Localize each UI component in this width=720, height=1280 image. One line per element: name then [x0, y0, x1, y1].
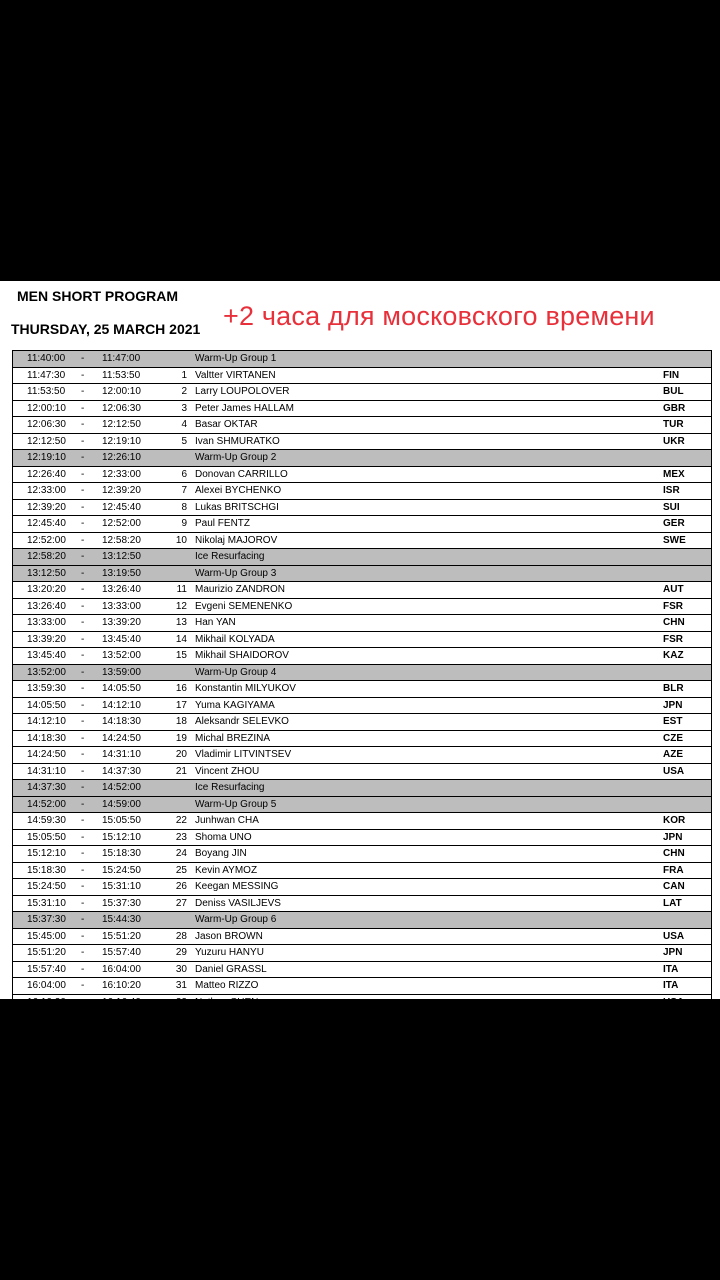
dash: - [81, 881, 85, 892]
time-end: 12:33:00 [102, 468, 141, 480]
time-start: 11:53:50 [27, 386, 66, 397]
start-number: 9 [181, 518, 187, 529]
start-number: 15 [175, 650, 187, 661]
nation-code: JPN [663, 699, 683, 711]
time-start: 12:45:40 [27, 518, 66, 529]
table-row-break [13, 797, 712, 814]
time-start: 13:20:20 [27, 584, 66, 595]
table-row [13, 764, 712, 781]
table-row [13, 533, 712, 550]
time-end: 13:33:00 [102, 600, 141, 612]
skater-name: Konstantin MILYUKOV [195, 683, 296, 694]
time-start: 16:10:20 [27, 996, 66, 1008]
dash: - [81, 435, 85, 447]
nation-code: ISR [663, 485, 680, 496]
start-number: 28 [175, 930, 187, 942]
time-start: 12:39:20 [27, 501, 66, 513]
time-start: 15:51:20 [27, 947, 66, 958]
dash: - [81, 584, 85, 595]
time-end: 13:12:50 [102, 551, 141, 562]
start-number: 29 [175, 947, 187, 958]
start-number: 7 [181, 485, 187, 496]
dash: - [81, 650, 85, 661]
skater-name: Morisi KVITELASHVILI [195, 1013, 298, 1024]
dash: - [81, 501, 85, 513]
dash: - [81, 452, 85, 463]
time-start: 14:05:50 [27, 699, 66, 711]
time-start: 12:19:10 [27, 452, 66, 463]
table-row [13, 698, 712, 715]
time-end: 14:37:30 [102, 765, 141, 777]
skater-name: Basar OKTAR [195, 419, 258, 430]
nation-code: CZE [663, 732, 683, 744]
start-number: 8 [181, 501, 187, 513]
time-start: 12:06:30 [27, 419, 66, 430]
table-row [13, 747, 712, 764]
dash: - [81, 485, 85, 496]
time-start: 12:33:00 [27, 485, 66, 496]
nation-code: CHN [663, 848, 685, 859]
dash: - [81, 980, 85, 991]
time-end: 12:39:20 [102, 485, 141, 496]
nation-code: CAN [663, 881, 685, 892]
start-number: 3 [181, 402, 187, 414]
table-row [13, 648, 712, 665]
time-end: 13:52:00 [102, 650, 141, 661]
nation-code: JPN [663, 947, 683, 958]
time-end: 15:24:50 [102, 864, 141, 876]
time-end: 16:10:20 [102, 980, 141, 991]
dash: - [81, 831, 85, 843]
skater-name: Maurizio ZANDRON [195, 584, 286, 595]
time-start: 13:26:40 [27, 600, 66, 612]
start-number: 31 [175, 980, 187, 991]
nation-code: GEO [663, 1013, 686, 1024]
start-number: 17 [175, 699, 187, 711]
start-number: 22 [175, 815, 187, 826]
skater-name: Daniel GRASSL [195, 963, 267, 975]
time-start: 16:16:40 [27, 1013, 66, 1024]
table-row [13, 582, 712, 599]
start-number: 26 [175, 881, 187, 892]
time-end: 12:00:10 [102, 386, 141, 397]
time-end: 13:59:00 [102, 666, 141, 678]
skater-name: Larry LOUPOLOVER [195, 386, 290, 397]
nation-code: EST [663, 716, 683, 727]
time-start: 15:18:30 [27, 864, 66, 876]
start-number: 5 [181, 435, 187, 447]
table-row [13, 434, 712, 451]
table-row [13, 846, 712, 863]
start-number: 32 [175, 996, 187, 1008]
nation-code: MEX [663, 468, 685, 480]
skater-name: Junhwan CHA [195, 815, 259, 826]
skater-name: Peter James HALLAM [195, 402, 294, 414]
start-number: 24 [175, 848, 187, 859]
start-number: 20 [175, 749, 187, 760]
time-end: 15:51:20 [102, 930, 141, 942]
dash: - [81, 947, 85, 958]
dash: - [81, 617, 85, 628]
nation-code: SWE [663, 534, 686, 546]
skater-name: Han YAN [195, 617, 236, 628]
dash: - [81, 369, 85, 381]
table-row-break [13, 549, 712, 566]
nation-code: BLR [663, 683, 684, 694]
nation-code: GBR [663, 402, 686, 414]
dash: - [81, 666, 85, 678]
dash: - [81, 798, 85, 810]
skater-name: Vladimir LITVINTSEV [195, 749, 292, 760]
table-row-break [13, 351, 712, 368]
table-row [13, 599, 712, 616]
time-start: 14:24:50 [27, 749, 66, 760]
table-row-break [13, 780, 712, 797]
table-row [13, 879, 712, 896]
table-row [13, 615, 712, 632]
time-start: 13:12:50 [27, 567, 66, 579]
nation-code: BUL [663, 386, 684, 397]
nation-code: FIN [663, 369, 680, 381]
time-start: 15:57:40 [27, 963, 66, 975]
start-number: 21 [175, 765, 187, 777]
start-number: 27 [175, 897, 187, 909]
time-start: 15:31:10 [27, 897, 66, 909]
skater-name: Keegan MESSING [195, 881, 279, 892]
table-row [13, 632, 712, 649]
dash: - [81, 386, 85, 397]
nation-code: LAT [663, 897, 682, 909]
nation-code: TUR [663, 419, 684, 430]
start-number: 19 [175, 732, 187, 744]
table-row [13, 863, 712, 880]
time-start: 12:52:00 [27, 534, 66, 546]
time-end: 15:31:10 [102, 881, 141, 892]
schedule-table [12, 350, 712, 1028]
skater-name: Deniss VASILJEVS [195, 897, 281, 909]
time-start: 14:59:30 [27, 815, 66, 826]
start-number: 11 [176, 584, 187, 595]
time-start: 13:52:00 [27, 666, 66, 678]
time-end: 12:06:30 [102, 402, 141, 414]
dash: - [81, 402, 85, 414]
time-end: 11:53:50 [102, 369, 141, 381]
table-row-break [13, 566, 712, 583]
session-label: Ice Resurfacing [195, 551, 265, 562]
table-row [13, 467, 712, 484]
time-end: 15:12:10 [102, 831, 141, 843]
time-start: 14:52:00 [27, 798, 66, 810]
timezone-note: +2 часа для московского времени [223, 301, 655, 331]
table-row [13, 830, 712, 847]
table-row [13, 731, 712, 748]
start-number: 16 [175, 683, 187, 694]
nation-code: FSR [663, 633, 683, 645]
dash: - [81, 749, 85, 760]
time-end: 12:12:50 [102, 419, 141, 430]
skater-name: Michal BREZINA [195, 732, 271, 744]
time-end: 14:59:00 [102, 798, 141, 810]
nation-code: ITA [663, 963, 679, 975]
table-row [13, 384, 712, 401]
start-number: 10 [175, 534, 187, 546]
dash: - [81, 1013, 85, 1024]
dash: - [81, 419, 85, 430]
session-label: Warm-Up Group 5 [195, 798, 277, 810]
schedule-document [0, 281, 720, 1024]
time-start: 15:12:10 [27, 848, 66, 859]
nation-code: KAZ [663, 650, 684, 661]
nation-code: FSR [663, 600, 683, 612]
time-end: 16:23:00 [102, 1013, 141, 1024]
nation-code: USA [663, 930, 685, 942]
table-row-break [13, 665, 712, 682]
table-row-break [13, 912, 712, 929]
dash: - [81, 864, 85, 876]
nation-code: SUI [663, 501, 680, 513]
dash: - [81, 963, 85, 975]
time-start: 14:31:10 [27, 765, 66, 777]
skater-name: Vincent ZHOU [195, 765, 260, 777]
dash: - [81, 353, 85, 364]
skater-name: Jason BROWN [195, 930, 263, 942]
nation-code: USA [663, 765, 685, 777]
time-start: 15:45:00 [27, 930, 66, 942]
time-start: 14:18:30 [27, 732, 66, 744]
nation-code: FRA [663, 864, 684, 876]
dash: - [81, 930, 85, 942]
document-title: MEN SHORT PROGRAM [17, 288, 178, 304]
skater-name: Nikolaj MAJOROV [195, 534, 278, 546]
time-end: 15:37:30 [102, 897, 141, 909]
skater-name: Yuzuru HANYU [195, 947, 264, 958]
table-row-break [13, 450, 712, 467]
skater-name: Shoma UNO [195, 831, 252, 843]
skater-name: Kevin AYMOZ [195, 864, 258, 876]
skater-name: Valtter VIRTANEN [195, 369, 276, 381]
table-row [13, 483, 712, 500]
time-start: 14:12:10 [27, 716, 66, 727]
time-end: 15:05:50 [102, 815, 141, 826]
dash: - [81, 468, 85, 480]
table-row [13, 417, 712, 434]
skater-name: Evgeni SEMENENKO [195, 600, 293, 612]
table-row [13, 995, 712, 1012]
time-start: 14:37:30 [27, 782, 66, 793]
time-end: 12:19:10 [102, 435, 141, 447]
start-number: 6 [181, 468, 187, 480]
start-number: 25 [175, 864, 187, 876]
dash: - [81, 765, 85, 777]
time-end: 13:45:40 [102, 633, 141, 645]
time-end: 12:45:40 [102, 501, 141, 513]
time-start: 15:37:30 [27, 914, 66, 925]
start-number: 14 [175, 633, 187, 645]
start-number: 2 [181, 386, 187, 397]
time-end: 16:16:40 [102, 996, 141, 1008]
dash: - [81, 600, 85, 612]
time-end: 13:39:20 [102, 617, 141, 628]
time-end: 14:24:50 [102, 732, 141, 744]
table-row [13, 896, 712, 913]
table-row [13, 368, 712, 385]
dash: - [81, 518, 85, 529]
time-end: 15:44:30 [102, 914, 141, 925]
nation-code: JPN [663, 831, 683, 843]
session-label: Warm-Up Group 1 [195, 353, 277, 364]
time-end: 14:52:00 [102, 782, 141, 793]
skater-name: Alexei BYCHENKO [195, 485, 282, 496]
table-row [13, 516, 712, 533]
session-label: Warm-Up Group 3 [195, 567, 277, 579]
time-end: 13:26:40 [102, 584, 141, 595]
dash: - [81, 534, 85, 546]
skater-name: Nathan CHEN [195, 996, 259, 1008]
table-row [13, 978, 712, 995]
time-start: 16:04:00 [27, 980, 66, 991]
skater-name: Yuma KAGIYAMA [195, 699, 275, 711]
start-number: 18 [175, 716, 187, 727]
time-start: 13:45:40 [27, 650, 66, 661]
dash: - [81, 815, 85, 826]
time-end: 15:18:30 [102, 848, 141, 859]
table-row [13, 962, 712, 979]
dash: - [81, 567, 85, 579]
time-end: 16:04:00 [102, 963, 141, 975]
time-start: 13:33:00 [27, 617, 66, 628]
nation-code: CHN [663, 617, 685, 628]
start-number: 13 [175, 617, 187, 628]
nation-code: ITA [663, 980, 679, 991]
start-number: 12 [175, 600, 187, 612]
skater-name: Boyang JIN [195, 848, 247, 859]
dash: - [81, 782, 85, 793]
dash: - [81, 897, 85, 909]
skater-name: Lukas BRITSCHGI [195, 501, 279, 513]
time-end: 12:58:20 [102, 534, 141, 546]
skater-name: Paul FENTZ [195, 518, 251, 529]
start-number: 1 [181, 369, 187, 381]
time-start: 15:05:50 [27, 831, 66, 843]
skater-name: Aleksandr SELEVKO [195, 716, 289, 727]
start-number: 30 [175, 963, 187, 975]
time-start: 13:59:30 [27, 683, 66, 694]
dash: - [81, 914, 85, 925]
dash: - [81, 551, 85, 562]
table-row [13, 714, 712, 731]
dash: - [81, 848, 85, 859]
table-row [13, 929, 712, 946]
session-label: Ice Resurfacing [195, 782, 265, 793]
dash: - [81, 732, 85, 744]
nation-code: UKR [663, 435, 685, 447]
time-end: 14:12:10 [102, 699, 141, 711]
skater-name: Ivan SHMURATKO [195, 435, 280, 447]
time-end: 15:57:40 [102, 947, 141, 958]
nation-code: AZE [663, 749, 683, 760]
table-row [13, 813, 712, 830]
start-number: 23 [175, 831, 187, 843]
skater-name: Mikhail SHAIDOROV [195, 650, 289, 661]
skater-name: Matteo RIZZO [195, 980, 259, 991]
dash: - [81, 996, 85, 1008]
time-end: 14:31:10 [102, 749, 141, 760]
nation-code: AUT [663, 584, 684, 595]
start-number: 33 [175, 1013, 187, 1024]
nation-code: GER [663, 518, 685, 529]
time-end: 12:26:10 [102, 452, 141, 463]
time-end: 13:19:50 [102, 567, 141, 579]
table-row [13, 500, 712, 517]
dash: - [81, 716, 85, 727]
table-row [13, 401, 712, 418]
time-start: 11:47:30 [27, 369, 66, 381]
time-start: 13:39:20 [27, 633, 66, 645]
time-start: 12:58:20 [27, 551, 66, 562]
time-start: 12:12:50 [27, 435, 66, 447]
table-row [13, 681, 712, 698]
session-label: Warm-Up Group 4 [195, 666, 277, 678]
session-label: Warm-Up Group 2 [195, 452, 277, 463]
time-start: 11:40:00 [27, 353, 66, 364]
skater-name: Donovan CARRILLO [195, 468, 288, 480]
dash: - [81, 683, 85, 694]
time-start: 12:26:40 [27, 468, 66, 480]
dash: - [81, 633, 85, 645]
table-row [13, 1011, 712, 1028]
nation-code: USA [663, 996, 685, 1008]
time-start: 15:24:50 [27, 881, 66, 892]
document-date: THURSDAY, 25 MARCH 2021 [11, 321, 201, 337]
session-label: Warm-Up Group 6 [195, 914, 277, 925]
skater-name: Mikhail KOLYADA [195, 633, 275, 645]
time-end: 14:05:50 [102, 683, 141, 694]
time-end: 11:47:00 [102, 353, 141, 364]
dash: - [81, 699, 85, 711]
time-end: 12:52:00 [102, 518, 141, 529]
nation-code: KOR [663, 815, 686, 826]
time-start: 12:00:10 [27, 402, 66, 414]
time-end: 14:18:30 [102, 716, 141, 727]
table-row [13, 945, 712, 962]
start-number: 4 [181, 419, 187, 430]
